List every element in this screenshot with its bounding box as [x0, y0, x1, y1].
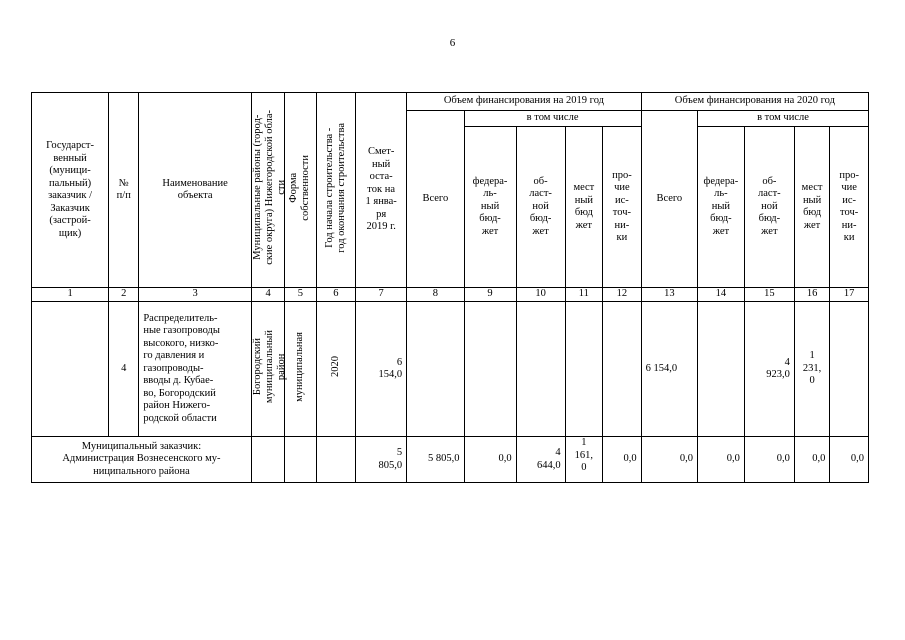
row1-district: Богородский муниципальный район	[251, 302, 284, 437]
row2-customer-label: Муниципальный заказчик: Администрация Вознесенского му- ниципального района	[32, 437, 252, 483]
col-number: 1	[32, 288, 109, 302]
table-row	[32, 437, 869, 483]
row1-2020-regional: 4 923,0	[744, 302, 794, 437]
row2-estimate: 5 805,0	[356, 437, 407, 483]
col-number: 3	[139, 288, 252, 302]
row1-estimate: 6 154,0	[356, 302, 407, 437]
row1-2019-total	[407, 302, 464, 437]
header-2020-other: про- чие ис- точ- ни- ки	[830, 127, 869, 288]
col-number: 10	[516, 288, 565, 302]
row1-2019-regional	[516, 302, 565, 437]
header-ownership: Форма собственности	[285, 93, 316, 288]
header-number: № п/п	[109, 93, 139, 288]
row2-2019-local: 1 161, 0	[565, 437, 603, 483]
col-number: 8	[407, 288, 464, 302]
header-2019-other: про- чие ис- точ- ни- ки	[603, 127, 642, 288]
row2-2020-local: 0,0	[794, 437, 829, 483]
col-number: 16	[794, 288, 829, 302]
row1-2019-other	[603, 302, 642, 437]
page-number: 6	[449, 37, 456, 49]
col-number: 6	[316, 288, 356, 302]
financing-table	[31, 92, 869, 483]
row1-2019-local	[565, 302, 603, 437]
column-numbers-row	[32, 288, 869, 302]
col-number: 13	[641, 288, 697, 302]
row1-2020-local: 1 231, 0	[794, 302, 829, 437]
row1-number: 4	[109, 302, 139, 437]
col-number: 9	[464, 288, 516, 302]
header-2020-regional: об- ласт- ной бюд- жет	[744, 127, 794, 288]
col-number: 12	[603, 288, 642, 302]
header-fin-2019: Объем финансирования на 2019 год	[407, 93, 642, 111]
col-number: 7	[356, 288, 407, 302]
table-row	[32, 302, 869, 437]
col-number: 4	[251, 288, 284, 302]
row2-2019-regional: 4 644,0	[516, 437, 565, 483]
header-estimate: Смет- ный оста- ток на 1 янва- ря 2019 г.	[356, 93, 407, 288]
col-number: 14	[697, 288, 744, 302]
header-2020-federal: федера- ль- ный бюд- жет	[697, 127, 744, 288]
row2-2019-total: 5 805,0	[407, 437, 464, 483]
row1-customer	[32, 302, 109, 437]
header-2019-local: мест ный бюд жет	[565, 127, 603, 288]
row2-years	[316, 437, 356, 483]
row2-2020-total: 0,0	[641, 437, 697, 483]
row2-ownership	[285, 437, 316, 483]
header-2020-local: мест ный бюд жет	[794, 127, 829, 288]
header-object-name: Наименование объекта	[139, 93, 252, 288]
col-number: 17	[830, 288, 869, 302]
header-2019-federal: федера- ль- ный бюд- жет	[464, 127, 516, 288]
row1-2019-federal	[464, 302, 516, 437]
col-number: 5	[285, 288, 316, 302]
row1-ownership: муниципальная	[285, 302, 316, 437]
header-2019-regional: об- ласт- ной бюд- жет	[516, 127, 565, 288]
header-districts: Муниципальные районы (город- ские округа) Нижегородской обла- сти	[251, 93, 284, 288]
row2-2019-federal: 0,0	[464, 437, 516, 483]
header-2020-total: Всего	[641, 111, 697, 288]
row2-2020-other: 0,0	[830, 437, 869, 483]
col-number: 15	[744, 288, 794, 302]
col-number: 11	[565, 288, 603, 302]
row1-2020-federal	[697, 302, 744, 437]
row1-object-name: Распределитель- ные газопроводы высокого, низко- го давления и газопроводы- вводы д. Кубае- во, Богородский район Нижего- родской области	[139, 302, 252, 437]
row1-2020-total: 6 154,0	[641, 302, 697, 437]
row1-years: 2020	[316, 302, 356, 437]
row2-2020-federal: 0,0	[697, 437, 744, 483]
header-2019-incl: в том числе	[464, 111, 641, 127]
header-2019-total: Всего	[407, 111, 464, 288]
row2-2020-regional: 0,0	[744, 437, 794, 483]
row1-2020-other	[830, 302, 869, 437]
col-number: 2	[109, 288, 139, 302]
header-customer: Государст- венный (муници- пальный) заказчик / Заказчик (застрой- щик)	[32, 93, 109, 288]
header-years: Год начала строительства - год окончания строительства	[316, 93, 356, 288]
row2-district	[251, 437, 284, 483]
row2-2019-other: 0,0	[603, 437, 642, 483]
header-fin-2020: Объем финансирования на 2020 год	[641, 93, 868, 111]
header-2020-incl: в том числе	[697, 111, 868, 127]
